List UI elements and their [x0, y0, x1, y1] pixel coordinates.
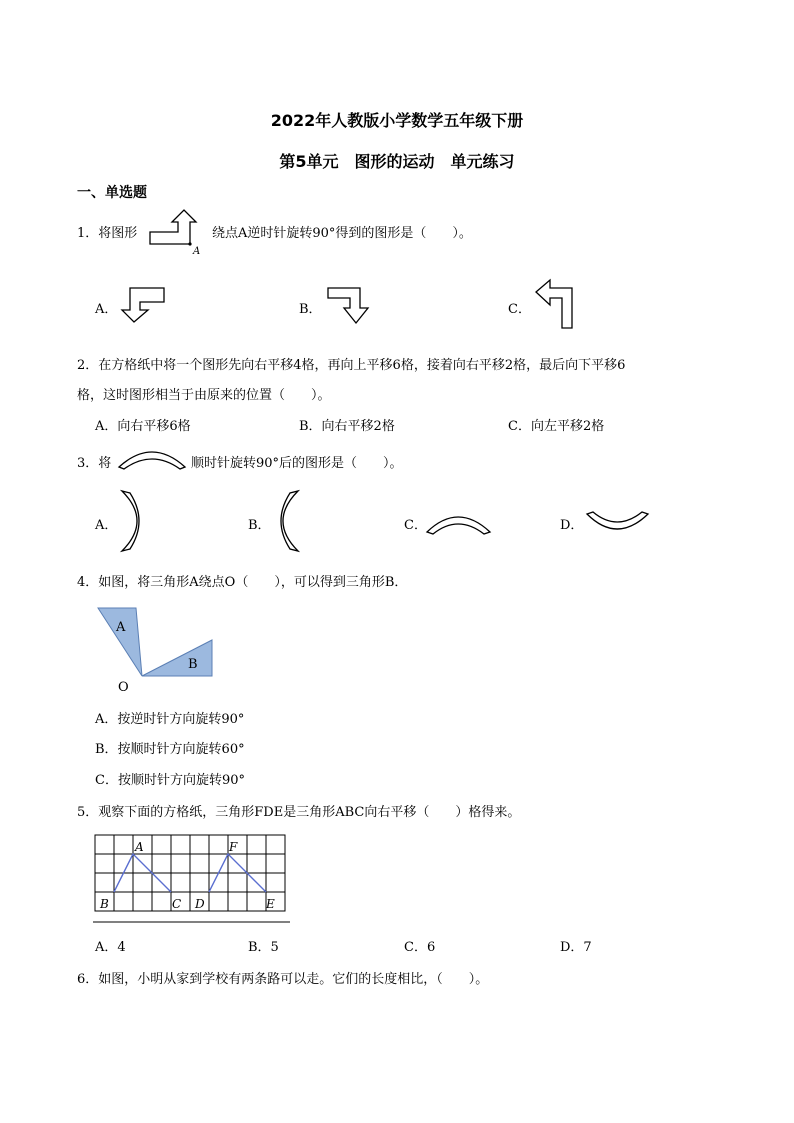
triangle-b	[142, 640, 212, 676]
q4-option-c[interactable]: C．按顺时针方向旋转90°	[95, 773, 245, 788]
q5-option-a[interactable]: A．4	[95, 940, 126, 955]
triangle-a	[98, 608, 142, 676]
page-title: 2022年人教版小学数学五年级下册	[270, 111, 524, 130]
q1-option-c[interactable]: C．	[508, 302, 531, 317]
q1-option-b-figure[interactable]	[326, 286, 378, 326]
q5-option-c[interactable]: C．6	[404, 940, 436, 955]
triangle-b-label: B	[188, 657, 198, 672]
triangle-a-label: A	[116, 620, 126, 635]
q6-stem: 6．如图，小明从家到学校有两条路可以走。它们的长度相比，（ ）。	[77, 972, 489, 987]
label-d: D	[195, 897, 205, 911]
q3-option-b[interactable]: B．	[248, 518, 271, 533]
q3-option-c-arc[interactable]	[424, 510, 494, 536]
q5-option-d[interactable]: D．7	[560, 940, 592, 955]
q3-suffix: 顺时针旋转90°后的图形是（ ）。	[191, 456, 403, 471]
q5-grid-figure	[90, 832, 294, 928]
q2-option-c[interactable]: C．向左平移2格	[508, 419, 605, 434]
point-o-label: O	[118, 680, 129, 695]
q5-option-b[interactable]: B．5	[248, 940, 279, 955]
q3-option-c[interactable]: C．	[404, 518, 427, 533]
q4-option-b[interactable]: B．按顺时针方向旋转60°	[95, 742, 245, 757]
q3-prefix: 3．将	[77, 456, 112, 471]
q3-option-d[interactable]: D．	[560, 518, 584, 533]
q3-source-arc	[116, 445, 188, 471]
label-b: B	[100, 897, 109, 911]
label-a: A	[135, 840, 144, 854]
q1-source-figure	[148, 208, 208, 256]
label-e: E	[266, 897, 275, 911]
q2-stem-line2: 格，这时图形相当于由原来的位置（ ）。	[77, 388, 331, 403]
q1-option-b[interactable]: B．	[299, 302, 322, 317]
q1-prefix: 1．将图形	[77, 226, 138, 241]
page-subtitle: 第5单元 图形的运动 单元练习	[279, 152, 515, 171]
q4-option-a[interactable]: A．按逆时针方向旋转90°	[95, 712, 245, 727]
q4-stem: 4．如图，将三角形A绕点O（ ），可以得到三角形B．	[77, 575, 408, 590]
q3-option-a-arc[interactable]	[118, 488, 148, 554]
q4-rotation-figure	[94, 600, 218, 696]
q1-point-label: A	[193, 246, 201, 256]
q3-option-d-arc[interactable]	[584, 510, 652, 536]
label-c: C	[172, 897, 182, 911]
q2-option-b[interactable]: B．向右平移2格	[299, 419, 395, 434]
q1-option-a[interactable]: A．	[95, 302, 118, 317]
q2-stem-line1: 2．在方格纸中将一个图形先向右平移4格，再向上平移6格，接着向右平移2格，最后向下平移6	[77, 358, 626, 373]
q5-stem: 5．观察下面的方格纸，三角形FDE是三角形ABC向右平移（ ）格得来。	[77, 805, 521, 820]
q3-option-b-arc[interactable]	[272, 488, 302, 554]
q3-option-a[interactable]: A．	[95, 518, 118, 533]
q1-suffix: 绕点A逆时针旋转90°得到的图形是（ ）。	[212, 226, 472, 241]
q2-option-a[interactable]: A．向右平移6格	[95, 419, 191, 434]
label-f: F	[229, 840, 238, 854]
q1-option-a-figure[interactable]	[120, 286, 168, 324]
section-heading: 一、单选题	[77, 185, 147, 201]
q1-option-c-figure[interactable]	[534, 278, 578, 330]
